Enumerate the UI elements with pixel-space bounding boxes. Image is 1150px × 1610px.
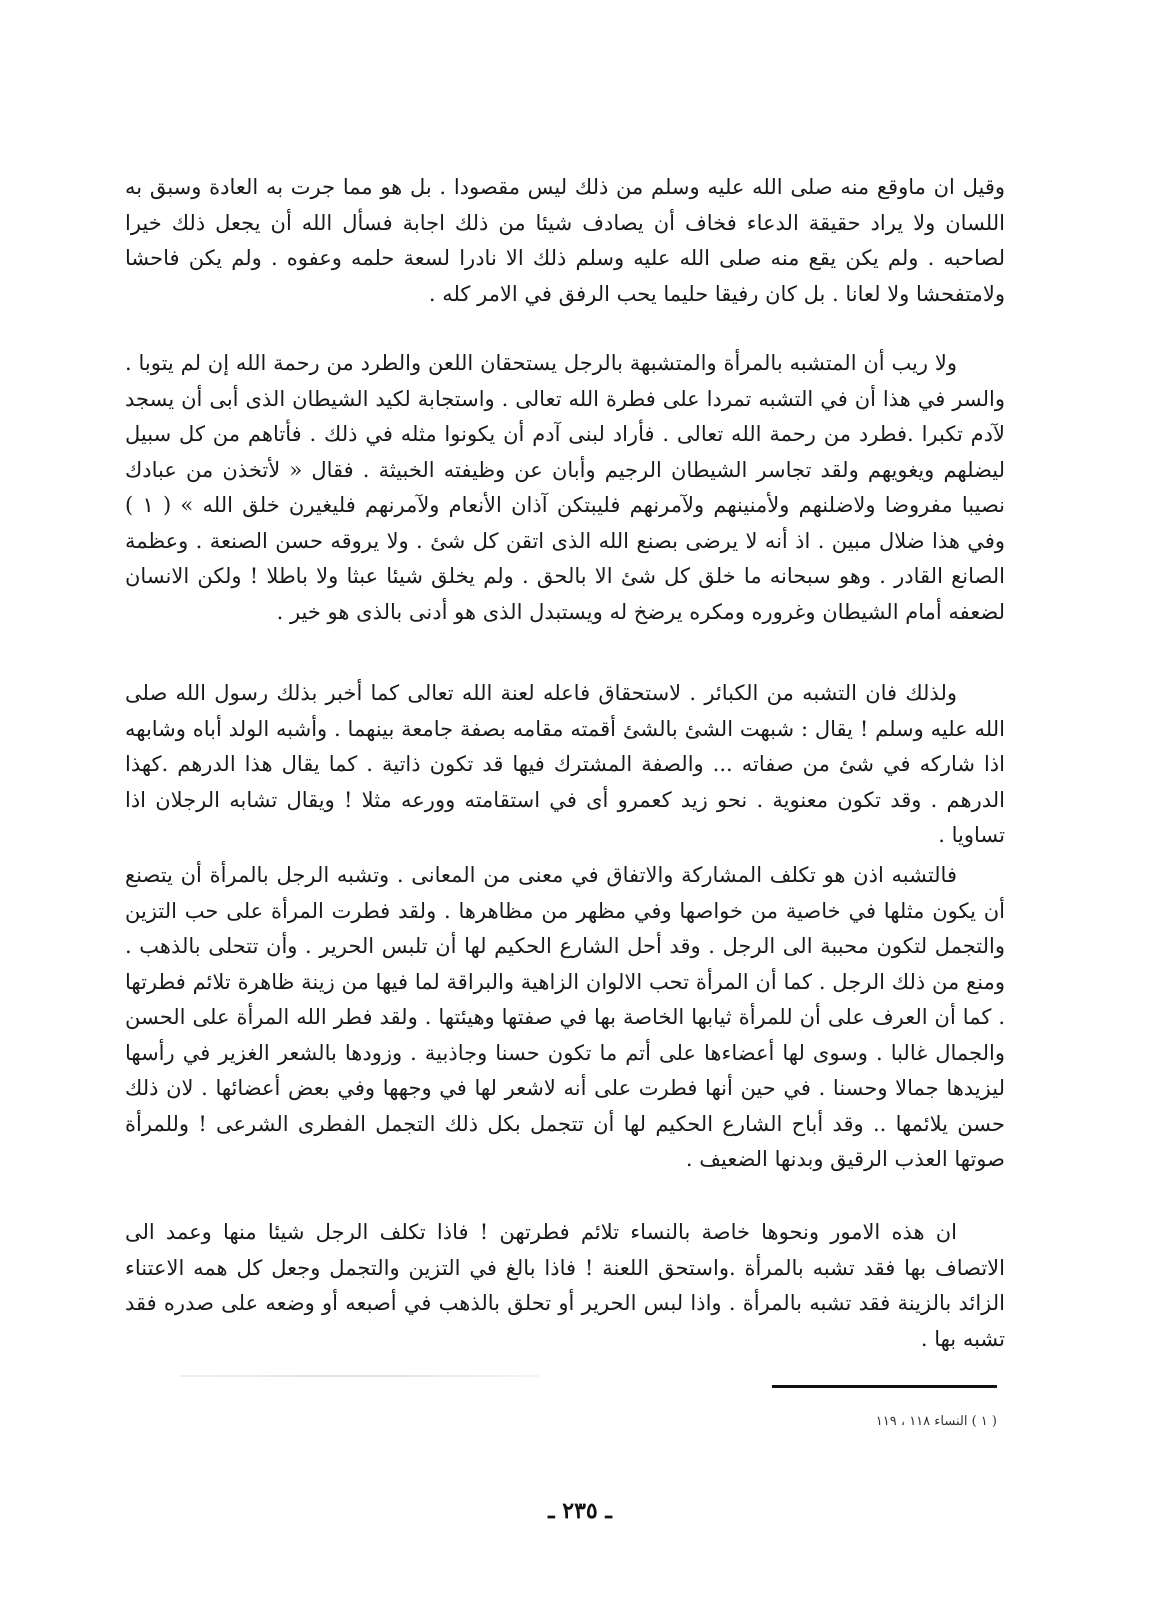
paragraph-3 — [125, 676, 1005, 854]
paragraph-text: فالتشبه اذن هو تكلف المشاركة والاتفاق في معنى من المعانى . وتشبه الرجل بالمرأة أن يتصنع أن يكون مثلها في خاصية من خواصها وفي مظهر من مظاهرها . ولقد فطرت المرأة على حب التزين والتجمل لتكون محببة الى الرجل . وقد أحل الشارع الحكيم لها أن تلبس الحرير . وأن تتحلى بالذهب . ومنع من ذلك الرجل . كما أن المرأة تحب الالوان الزاهية والبراقة لما فيها من زينة ظاهرة تلائم فطرتها . كما أن العرف على أن للمرأة ثيابها الخاصة بها في صفتها وهيئتها . ولقد فطر الله المرأة على الحسن والجمال غالبا . وسوى لها أعضاءها على أتم ما تكون حسنا وجاذبية . وزودها بالشعر الغزير في رأسها ليزيدها جمالا وحسنا . في حين أنها فطرت على أنه لاشعر لها في وجهها وفي بعض أعضائها . لان ذلك حسن يلائمها .. وقد أباح الشارع الحكيم لها أن تتجمل بكل ذلك التجمل الفطرى الشرعى ! وللمرأة صوتها العذب الرقيق وبدنها الضعيف . — [125, 863, 1005, 1171]
paragraph-text: وقيل ان ماوقع منه صلى الله عليه وسلم من ذلك ليس مقصودا . بل هو مما جرت به العادة وسبق به اللسان ولا يراد حقيقة الدعاء فخاف أن يصادف شيئا من ذلك اجابة فسأل الله أن يجعل ذلك خيرا لصاحبه . ولم يكن يقع منه صلى الله عليه وسلم ذلك الا نادرا لسعة حلمه وعفوه . ولم يكن فاحشا ولامتفحشا ولا لعانا . بل كان رفيقا حليما يحب الرفق في الامر كله . — [125, 175, 1005, 306]
page-number: ـ ٢٣٥ ـ — [548, 1498, 612, 1524]
paragraph-text: ولا ريب أن المتشبه بالمرأة والمتشبهة بالرجل يستحقان اللعن والطرد من رحمة الله إن لم يتوبا . والسر في هذا أن في التشبه تمردا على فطرة الله تعالى . واستجابة لكيد الشيطان الذى أبى أن يسجد لآدم تكبرا .فطرد من رحمة الله تعالى . فأراد لبنى آدم أن يكونوا مثله في ذلك . فأتاهم من كل سبيل ليضلهم ويغويهم ولقد تجاسر الشيطان الرجيم وأبان عن وظيفته الخبيثة . فقال « لأتخذن من عبادك نصيبا مفروضا ولاضلنهم ولأمنينهم ولآمرنهم فليبتكن آذان الأنعام ولآمرنهم فليغيرن خلق الله » ( ١ ) وفي هذا ضلال مبين . اذ أنه لا يرضى بصنع الله الذى اتقن كل شئ . ولا يروقه حسن الصنعة . وعظمة الصانع القادر . وهو سبحانه ما خلق كل شئ الا بالحق . ولم يخلق شيئا عبثا ولا باطلا ! ولكن الانسان لضعفه أمام الشيطان وغروره ومكره يرضخ له ويستبدل الذى هو أدنى بالذى هو خير . — [125, 351, 1005, 624]
footnote-divider — [772, 1385, 997, 1388]
paragraph-2 — [125, 346, 1005, 630]
paragraph-text: ولذلك فان التشبه من الكبائر . لاستحقاق فاعله لعنة الله تعالى كما أخبر بذلك رسول الله صلى الله عليه وسلم ! يقال : شبهت الشئ بالشئ أقمته مقامه بصفة جامعة بينهما . وأشبه الولد أباه وشابهه اذا شاركه في شئ من صفاته ... والصفة المشترك فيها قد تكون ذاتية . كما يقال هذا الدرهم .كهذا الدرهم . وقد تكون معنوية . نحو زيد كعمرو أى في استقامته وورعه مثلا ! ويقال تشابه الرجلان اذا تساويا . — [125, 681, 1005, 847]
paragraph-5 — [125, 1215, 1005, 1357]
paragraph-text: ان هذه الامور ونحوها خاصة بالنساء تلائم فطرتهن ! فاذا تكلف الرجل شيئا منها وعمد الى الاتصاف بها فقد تشبه بالمرأة .واستحق اللعنة ! فاذا بالغ في التزين والتجمل وجعل كل همه الاعتناء الزائد بالزينة فقد تشبه بالمرأة . واذا لبس الحرير أو تحلق بالذهب في أصبعه أو وضعه على صدره فقد تشبه بها . — [125, 1220, 1005, 1351]
footnote: ( ١ ) النساء ١١٨ ، ١١٩ — [875, 1414, 997, 1429]
paragraph-1 — [125, 170, 1005, 312]
scan-artifact — [180, 1375, 540, 1377]
paragraph-4 — [125, 858, 1005, 1178]
